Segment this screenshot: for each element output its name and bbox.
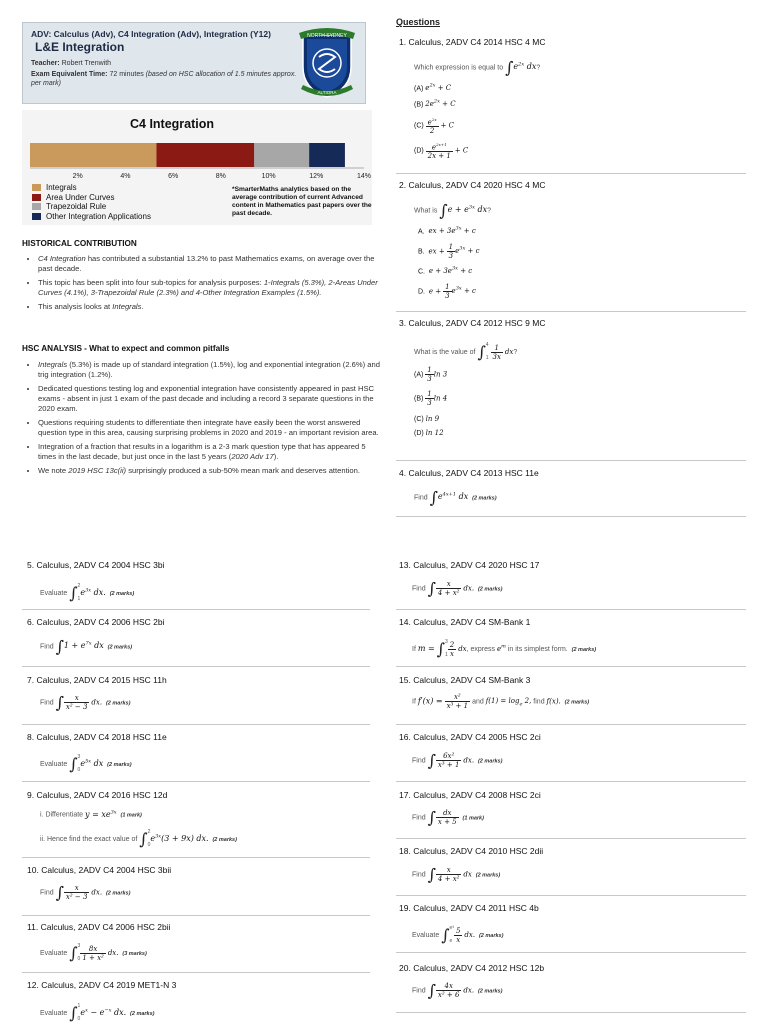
chart-title: C4 Integration: [130, 117, 215, 131]
questions-heading: Questions: [396, 17, 441, 27]
legend-item: [32, 202, 151, 212]
question-20-prompt: Find ∫ $\frac{4x}{\text{x² + 6}}$ dx. (2 marks): [412, 981, 503, 1000]
question-3-option-a[interactable]: (A) $\frac{1}{3}$ ln 3: [414, 366, 448, 383]
lesson-header-card: [22, 22, 366, 104]
divider: [22, 666, 370, 667]
analysis-list: [22, 360, 383, 480]
divider: [396, 460, 746, 461]
question-14-title: 14. Calculus, 2ADV C4 SM-Bank 1: [399, 617, 531, 627]
question-1-prompt: Which expression is equal to $\int e^{2x}$ dx?: [414, 58, 541, 77]
question-11-prompt: Evaluate ∫3 0 $\frac{8x}{\text{1 + x²}}$ dx. (3 marks): [40, 943, 147, 963]
question-10-prompt: Find ∫ $\frac{x}{\text{x² − 3}}$ dx. (2 marks): [40, 883, 131, 902]
divider: [396, 311, 746, 312]
list-item: • This analysis looks at Integrals.: [38, 302, 378, 312]
legend-swatch: [32, 203, 41, 210]
question-17-prompt: Find ∫ $\frac{dx}{x + 5}$ (1 mark): [412, 808, 484, 827]
question-15-title: 15. Calculus, 2ADV C4 SM-Bank 3: [399, 675, 531, 685]
course-subtitle: ADV: Calculus (Adv), C4 Integration (Adv), Integration (Y12): [31, 29, 271, 39]
question-13-prompt: Find ∫ $\frac{x}{\text{4 + x²}}$ dx. (2 marks): [412, 579, 503, 598]
question-3-option-b[interactable]: (B) $\frac{1}{3}$ ln 4: [414, 390, 448, 407]
question-4-prompt: Find $\int e^{4x+1}$ dx (2 marks): [414, 488, 497, 507]
list-item: • We note 2019 HSC 13c(ii) surprisingly produced a sub-50% mean mark and deserves attention.: [38, 466, 383, 476]
question-18-title: 18. Calculus, 2ADV C4 2010 HSC 2dii: [399, 846, 544, 856]
legend-swatch: [32, 184, 41, 191]
divider: [396, 516, 746, 517]
divider: [22, 724, 370, 725]
question-1-option-d[interactable]: (D) $\frac{e^{2x+1}}{2x + 1}$ + C: [414, 142, 469, 161]
question-12-title: 12. Calculus, 2ADV C4 2019 MET1-N 3: [27, 980, 177, 990]
teacher-line: Teacher: Robert Trenwith: [31, 60, 112, 67]
question-5-prompt: Evaluate ∫2 $1e^{3x}$ dx. (2 marks): [40, 583, 135, 603]
divider: [396, 609, 746, 610]
question-1-option-a[interactable]: (A) $e^{2x} + C$: [414, 83, 452, 93]
divider: [22, 781, 370, 782]
divider: [396, 952, 746, 953]
question-12-prompt: Evaluate ∫1 $0e^x - e^{-x}$ dx. (2 marks): [40, 1003, 155, 1023]
divider: [396, 895, 746, 896]
question-6-title: 6. Calculus, 2ADV C4 2006 HSC 2bi: [27, 617, 165, 627]
question-14-prompt: If m = ∫3 1 $\frac{2}{x}$ dx, express $e^m$ in its simplest form. (2 marks): [412, 639, 597, 659]
question-15-prompt: If f′(x) = $\frac{\text{x²}}{\text{x³ + 1}}$ and $f(1) = \log_e 2$, find f(x). (2 marks): [412, 693, 590, 710]
exam-time-line: Exam Equivalent Time: 72 minutes (based on HSC allocation of 1.5 minutes approx. per mark): [31, 71, 297, 87]
divider: [396, 666, 746, 667]
question-1-option-b[interactable]: (B) $2e^{2x} + C$: [414, 99, 456, 109]
x-tick-label: 10%: [261, 173, 276, 180]
question-3-option-d[interactable]: (D) ln 12: [414, 429, 444, 437]
divider: [396, 1012, 746, 1013]
x-tick-label: 8%: [215, 173, 226, 180]
x-tick-label: 2%: [72, 173, 83, 180]
question-10-title: 10. Calculus, 2ADV C4 2004 HSC 3bii: [27, 865, 172, 875]
historical-list: [22, 254, 378, 316]
legend-item: [32, 183, 151, 193]
question-18-prompt: Find ∫ $\frac{x}{\text{4 + x²}}$ dx (2 marks): [412, 865, 501, 884]
question-11-title: 11. Calculus, 2ADV C4 2006 HSC 2bii: [27, 922, 171, 932]
question-13-title: 13. Calculus, 2ADV C4 2020 HSC 17: [399, 560, 540, 570]
question-2-option-a[interactable]: A. ex + $3e^{3x} + c$: [418, 226, 476, 236]
divider: [396, 838, 746, 839]
question-17-title: 17. Calculus, 2ADV C4 2008 HSC 2ci: [399, 790, 541, 800]
chart-legend: [32, 183, 151, 221]
x-tick-label: 14%: [356, 173, 372, 180]
question-2-option-d[interactable]: D. e + $\frac{1}{3}$ $e^{3x} + c$: [418, 283, 476, 300]
question-7-prompt: Find ∫ $\frac{x}{\text{x² − 3}}$ dx. (2 marks): [40, 693, 131, 712]
divider: [22, 857, 370, 858]
divider: [22, 972, 370, 973]
question-1-option-c[interactable]: (C) $\frac{e^{2x}}{2}$ + C: [414, 117, 455, 136]
legend-label: Area Under Curves: [46, 192, 115, 202]
bar-segment-1: [30, 143, 156, 167]
svg-text:ALTIORA: ALTIORA: [317, 90, 337, 95]
x-tick-label: 6%: [168, 173, 179, 180]
stacked-bar-chart: [22, 130, 372, 186]
question-6-prompt: Find $\int 1 + e^{7x}$ dx (2 marks): [40, 637, 133, 656]
question-20-title: 20. Calculus, 2ADV C4 2012 HSC 12b: [399, 963, 545, 973]
question-7-title: 7. Calculus, 2ADV C4 2015 HSC 11h: [27, 675, 167, 685]
divider: [396, 173, 746, 174]
list-item: • Integration of a fraction that results in a logarithm is a 2-3 mark question type that has appeared 5 times in the last decade, but just once in the last 5 years (2020 Adv 17).: [38, 442, 383, 462]
question-5-title: 5. Calculus, 2ADV C4 2004 HSC 3bi: [27, 560, 165, 570]
historical-heading: HISTORICAL CONTRIBUTION: [22, 239, 137, 248]
question-3-option-c[interactable]: (C) ln 9: [414, 415, 440, 423]
bar-segment-4: [309, 143, 345, 167]
question-9-part-i: i. Differentiate $y = xe^{3x}$ (1 mark): [40, 809, 142, 819]
legend-item: [32, 212, 151, 222]
question-9-title: 9. Calculus, 2ADV C4 2016 HSC 12d: [27, 790, 168, 800]
question-2-prompt: What is $\int e + e^{3x}$ dx?: [414, 201, 492, 220]
question-16-title: 16. Calculus, 2ADV C4 2005 HSC 2ci: [399, 732, 541, 742]
question-3-prompt: What is the value of ∫4 1 $\frac{1}{3x}$ dx?: [414, 342, 518, 362]
lesson-title: L&E Integration: [35, 40, 125, 54]
legend-label: Integrals: [46, 183, 77, 193]
question-2-option-c[interactable]: C. $e + 3e^{3x} + c$: [418, 266, 473, 276]
question-4-title: 4. Calculus, 2ADV C4 2013 HSC 11e: [399, 468, 539, 478]
list-item: • Questions requiring students to differentiate then integrate have easily been the worst answered question type in this area, causing surprising problems in 2020 and 2019 - an important revision area.: [38, 418, 383, 438]
svg-text:NORTH SYDNEY: NORTH SYDNEY: [307, 33, 347, 39]
school-crest-logo: [297, 27, 357, 99]
divider: [22, 915, 370, 916]
divider: [396, 781, 746, 782]
divider: [396, 724, 746, 725]
question-9-part-ii: ii. Hence find the exact value of ∫2 $0e^{3x}(3 + 9x)$ dx. (2 marks): [40, 829, 237, 849]
legend-label: Trapezoidal Rule: [46, 202, 107, 212]
legend-swatch: [32, 213, 41, 220]
question-16-prompt: Find ∫ $\frac{\text{6x²}}{\text{x³ + 1}}$ dx. (2 marks): [412, 751, 503, 770]
list-item: • C4 Integration has contributed a substantial 13.2% to past Mathematics exams, on average over the past decade.: [38, 254, 378, 274]
bar-segment-2: [156, 143, 254, 167]
list-item: • Dedicated questions testing log and exponential integration have consistently appeared in past HSC exams - absent in just 1 exam of the past decade and including a record 3 separate questions in the 2020 exam.: [38, 384, 383, 414]
question-2-title: 2. Calculus, 2ADV C4 2020 HSC 4 MC: [399, 180, 546, 190]
analysis-heading: HSC ANALYSIS - What to expect and common pitfalls: [22, 344, 230, 353]
question-8-prompt: Evaluate ∫3 $0e^{5x}$ dx (2 marks): [40, 754, 132, 774]
question-19-title: 19. Calculus, 2ADV C4 2011 HSC 4b: [399, 903, 539, 913]
list-item: • This topic has been split into four sub-topics for analysis purposes: 1-Integrals (5.3%), 2-Areas Under Curves (4.1%), 3-Trapezoidal Rule (2.3%) and 4-Other Integration Examples (1.5%).: [38, 278, 378, 298]
legend-swatch: [32, 194, 41, 201]
bar-segment-3: [254, 143, 309, 167]
legend-item: [32, 193, 151, 203]
question-8-title: 8. Calculus, 2ADV C4 2018 HSC 11e: [27, 732, 167, 742]
list-item: • Integrals (5.3%) is made up of standard integration (1.5%), log and exponential integration (2.6%) and trig integration (1.2%).: [38, 360, 383, 380]
legend-label: Other Integration Applications: [46, 211, 151, 221]
question-2-option-b[interactable]: B. ex + $\frac{1}{3}$ $e^{3x} + c$: [418, 243, 480, 260]
question-1-title: 1. Calculus, 2ADV C4 2014 HSC 4 MC: [399, 37, 546, 47]
question-19-prompt: Evaluate ∫e³ e $\frac{5}{x}$ dx. (2 marks): [412, 925, 504, 945]
chart-note: *SmarterMaths analytics based on the average contribution of current Advanced content in Mathematics past papers over the past decade.: [232, 186, 372, 217]
divider: [22, 609, 370, 610]
x-tick-label: 12%: [309, 173, 324, 180]
question-3-title: 3. Calculus, 2ADV C4 2012 HSC 9 MC: [399, 318, 546, 328]
x-tick-label: 4%: [120, 173, 131, 180]
